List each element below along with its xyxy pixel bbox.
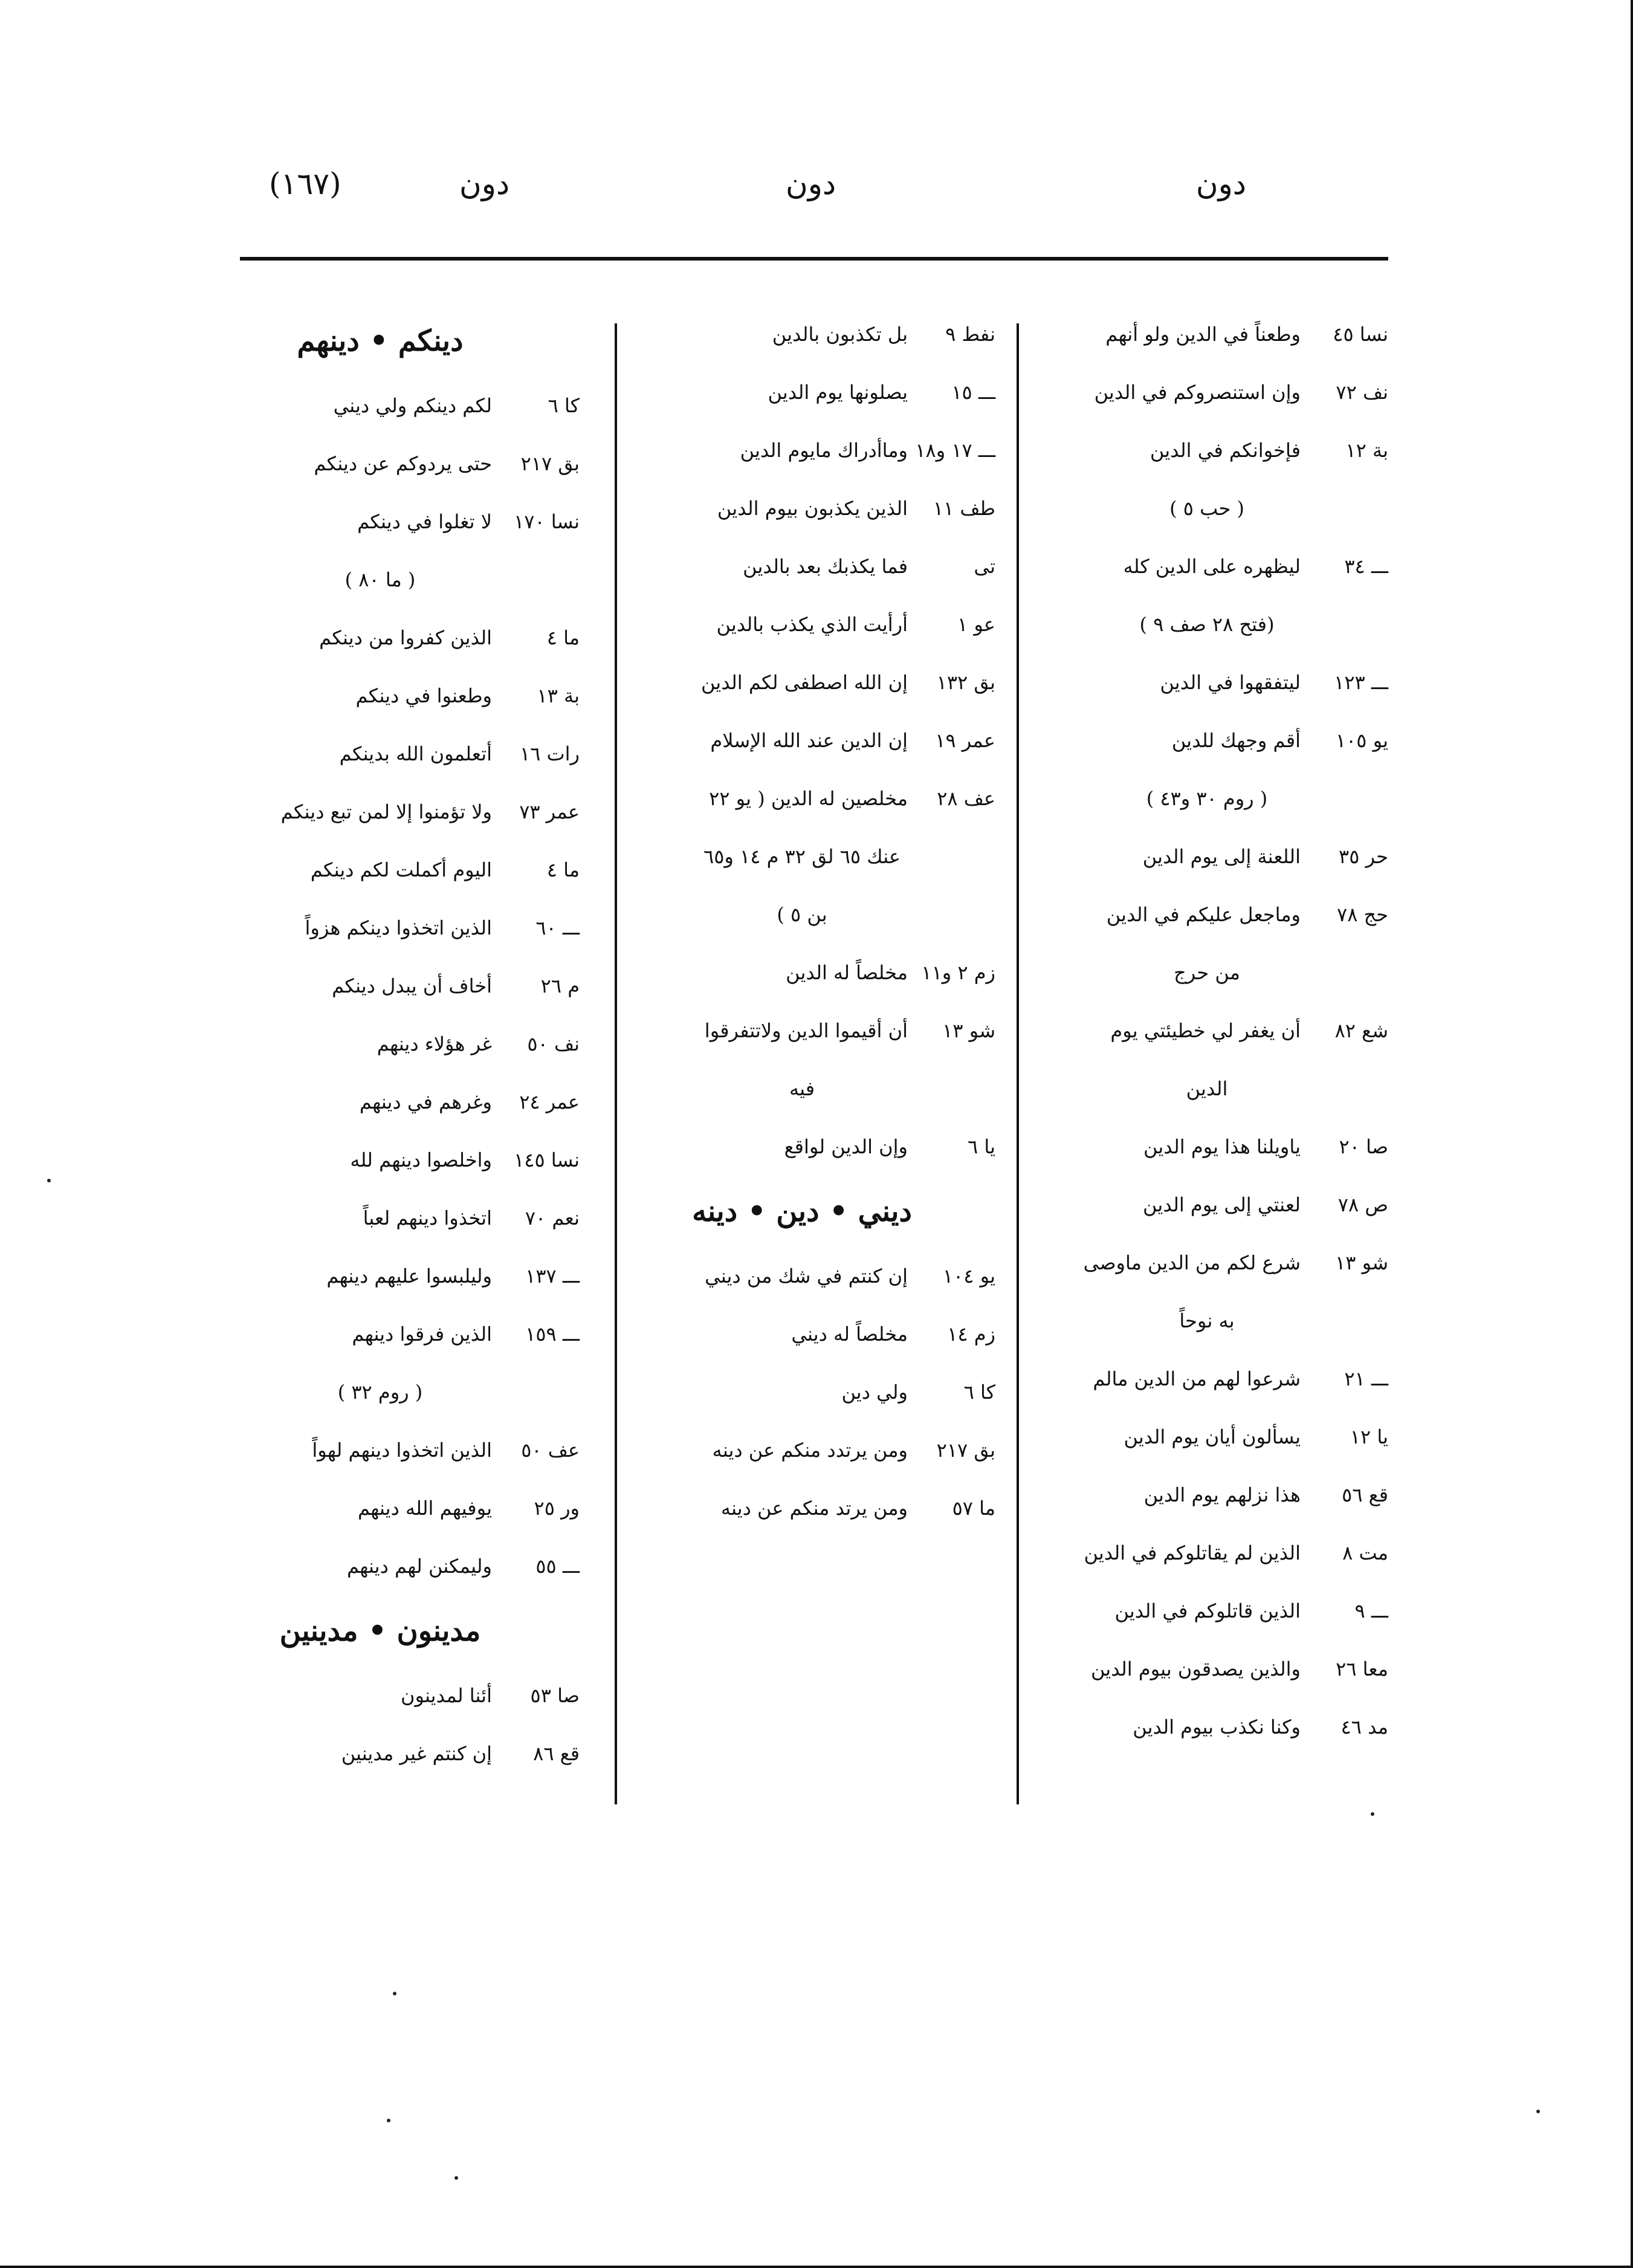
index-entry: [1026, 944, 1388, 1002]
entry-text: إن الدين عند الله الإسلام: [710, 729, 908, 752]
entry-reference: كا ٦: [963, 1381, 995, 1404]
entry-reference: ـــ ١٢٣: [1334, 671, 1388, 694]
index-entry: [1026, 886, 1388, 944]
index-entry: [181, 1247, 580, 1305]
index-entry: [609, 1305, 995, 1363]
entry-text: وماأدراك مايوم الدين: [740, 439, 908, 462]
index-entry: [1026, 421, 1388, 479]
index-entry: [1026, 1466, 1388, 1524]
entry-text: الذين فرقوا دينهم: [352, 1323, 492, 1346]
entry-text: أن يغفر لي خطيئتي يوم: [1110, 1019, 1301, 1042]
index-entry: [181, 493, 580, 551]
index-entry: [609, 1118, 995, 1176]
index-entry: [181, 899, 580, 957]
index-entry: [181, 725, 580, 783]
index-entry: [181, 1421, 580, 1479]
index-entry: [181, 1015, 580, 1073]
index-entry: [609, 537, 995, 595]
entry-reference: م ٢٦: [540, 974, 580, 997]
entry-text: ( روم ٣٢ ): [337, 1381, 423, 1404]
index-entry: [181, 667, 580, 725]
entry-text: أرأيت الذي يكذب بالدين: [716, 613, 908, 636]
index-entry: [181, 377, 580, 435]
entry-text: والذين يصدقون بيوم الدين: [1090, 1657, 1301, 1680]
entry-text: وليلبسوا عليهم دينهم: [326, 1265, 492, 1288]
entry-text: ولا تؤمنوا إلا لمن تبع دينكم: [280, 800, 492, 823]
entry-text: وغرهم في دينهم: [359, 1090, 492, 1113]
entry-text: بن ٥ ): [777, 903, 827, 926]
entry-text: أتعلمون الله بدينكم: [339, 742, 492, 765]
entry-reference: حر ٣٥: [1339, 845, 1388, 868]
scan-speck: [393, 1992, 396, 1995]
entry-text: واخلصوا دينهم لله: [350, 1149, 492, 1171]
entry-text: أن أقيموا الدين ولاتتفرقوا: [704, 1019, 908, 1042]
section-heading-middle: ديني • دين • دينه: [692, 1194, 912, 1228]
index-entry: [609, 1247, 995, 1305]
entry-reference: بق ١٣٢: [936, 671, 995, 694]
entry-text: به نوحاً: [1179, 1309, 1235, 1332]
entry-text: فإخوانكم في الدين: [1150, 439, 1301, 462]
page-number: (١٦٧): [269, 166, 341, 201]
entry-text: يوفيهم الله دينهم: [357, 1497, 492, 1520]
middle-entries-2: [609, 1247, 995, 1537]
entry-text: ومن يرتد منكم عن دينه: [720, 1497, 908, 1520]
index-entry: [1026, 1582, 1388, 1640]
scan-speck: [454, 2176, 458, 2180]
entry-reference: عمر ١٩: [935, 729, 995, 752]
entry-reference: صا ٢٠: [1339, 1135, 1388, 1158]
index-entry: [1026, 1640, 1388, 1698]
index-entry: [1026, 1234, 1388, 1292]
index-entry: [1026, 1176, 1388, 1234]
index-entry: [1026, 305, 1388, 363]
index-entry: [181, 1667, 580, 1725]
index-entry: [609, 1363, 995, 1421]
entry-reference: ـــ ١٥٩: [525, 1323, 580, 1346]
index-entry: [1026, 1408, 1388, 1466]
entry-text: اليوم أكملت لكم دينكم: [310, 858, 492, 881]
index-entry: [609, 595, 995, 653]
entry-text: حتى يردوكم عن دينكم: [314, 452, 492, 475]
entry-reference: شو ١٣: [942, 1019, 995, 1042]
entry-reference: مد ٤٦: [1340, 1716, 1388, 1738]
index-entry: [609, 653, 995, 711]
index-entry: [1026, 1524, 1388, 1582]
index-entry: [1026, 537, 1388, 595]
entry-text: ولي دين: [841, 1381, 908, 1404]
index-entry: [1026, 479, 1388, 537]
entry-reference: نسا ١٧٠: [514, 510, 580, 533]
entry-reference: ما ٤: [546, 858, 580, 881]
entry-reference: عف ٢٨: [937, 787, 995, 810]
index-entry: [609, 1421, 995, 1479]
entry-text: ليتفقهوا في الدين: [1160, 671, 1301, 694]
entry-reference: نعم ٧٠: [525, 1207, 580, 1230]
entry-text: فما يكذبك بعد بالدين: [743, 555, 908, 578]
entry-text: أئنا لمدينون: [400, 1684, 492, 1707]
entry-text: ( حب ٥ ): [1169, 497, 1244, 520]
left-entries-2: [181, 1667, 580, 1783]
entry-reference: يو ١٠٥: [1335, 729, 1388, 752]
index-entry: [1026, 1698, 1388, 1756]
entry-reference: كا ٦: [548, 394, 580, 417]
entry-text: هذا نزلهم يوم الدين: [1143, 1483, 1301, 1506]
scan-speck: [1371, 1812, 1374, 1816]
entry-reference: ص ٧٨: [1337, 1193, 1388, 1216]
index-entry: [609, 711, 995, 770]
entry-reference: نف ٥٠: [527, 1032, 580, 1055]
entry-text: الدين: [1186, 1077, 1228, 1100]
section-heading-left-2: مدينون • مدينين: [279, 1614, 481, 1648]
index-entry: [181, 435, 580, 493]
index-entry: [609, 770, 995, 828]
entry-text: ياويلنا هذا يوم الدين: [1143, 1135, 1301, 1158]
middle-entries-1: [609, 305, 995, 1176]
entry-reference: بة ١٢: [1345, 439, 1388, 462]
entry-reference: عمر ٢٤: [519, 1090, 580, 1113]
entry-text: غر هؤلاء دينهم: [377, 1032, 492, 1055]
index-entry: [1026, 711, 1388, 770]
entry-text: فيه: [789, 1077, 815, 1100]
entry-reference: قع ٥٦: [1342, 1483, 1388, 1506]
index-entry: [1026, 1060, 1388, 1118]
index-entry: [609, 944, 995, 1002]
entry-reference: زم ٢ و١١: [921, 961, 995, 984]
index-entry: [609, 886, 995, 944]
column-middle: [609, 305, 995, 1537]
index-entry: [181, 1479, 580, 1537]
entry-text: الذين لم يقاتلوكم في الدين: [1084, 1541, 1301, 1564]
entry-text: إن كنتم غير مدينين: [341, 1742, 492, 1765]
scan-border-right: [1631, 0, 1633, 2268]
entry-text: لكم دينكم ولي ديني: [333, 394, 492, 417]
entry-text: أقم وجهك للدين: [1171, 729, 1301, 752]
header-running-title-right: دون: [1195, 166, 1246, 201]
index-entry: [609, 828, 995, 886]
index-entry: [609, 1060, 995, 1118]
index-entry: [609, 421, 995, 479]
entry-reference: مت ٨: [1342, 1541, 1388, 1564]
column-divider-right: [1017, 323, 1019, 1804]
entry-text: أخاف أن يبدل دينكم: [332, 974, 492, 997]
entry-text: الذين اتخذوا دينهم لهواً: [312, 1439, 492, 1462]
entry-reference: ـــ ٢١: [1344, 1367, 1388, 1390]
entry-text: وإن استنصروكم في الدين: [1094, 381, 1301, 404]
entry-reference: قع ٨٦: [533, 1742, 580, 1765]
entry-text: اتخذوا دينهم لعباً: [363, 1207, 492, 1230]
entry-text: لعنتي إلى يوم الدين: [1143, 1193, 1301, 1216]
header-running-title-left: دون: [459, 166, 510, 201]
index-entry: [181, 1725, 580, 1783]
entry-text: ومن يرتدد منكم عن دينه: [712, 1439, 908, 1462]
index-entry: [609, 479, 995, 537]
entry-text: وطعناً في الدين ولو أنهم: [1105, 323, 1301, 346]
section-heading-left: دينكم • دينهم: [297, 324, 464, 358]
index-entry: [181, 551, 580, 609]
entry-reference: ـــ ٣٤: [1344, 555, 1388, 578]
scan-speck: [1536, 2110, 1540, 2113]
index-entry: [181, 1363, 580, 1421]
index-entry: [1026, 653, 1388, 711]
index-entry: [181, 609, 580, 667]
index-entry: [1026, 1118, 1388, 1176]
index-entry: [609, 305, 995, 363]
entry-reference: ور ٢٥: [534, 1497, 580, 1520]
entry-reference: حج ٧٨: [1337, 903, 1388, 926]
index-entry: [181, 1189, 580, 1247]
entry-reference: بق ٢١٧: [520, 452, 580, 475]
entry-text: مخلصاً له الدين: [786, 961, 908, 984]
index-entry: [181, 1131, 580, 1189]
entry-text: عنك ٦٥ لق ٣٢ م ١٤ و٦٥: [703, 845, 901, 868]
entry-text: وإن الدين لواقع: [784, 1135, 908, 1158]
entry-text: مخلصاً له ديني: [791, 1323, 908, 1346]
index-entry: [181, 1537, 580, 1595]
entry-text: بل تكذبون بالدين: [772, 323, 908, 346]
entry-text: شرعوا لهم من الدين مالم: [1093, 1367, 1301, 1390]
entry-reference: عو ١: [957, 613, 995, 636]
entry-reference: ما ٤: [546, 626, 580, 649]
index-entry: [1026, 828, 1388, 886]
entry-text: (فتح ٢٨ صف ٩ ): [1139, 613, 1275, 636]
entry-text: وطعنوا في دينكم: [355, 684, 492, 707]
entry-text: ( روم ٣٠ و٤٣ ): [1146, 787, 1268, 810]
entry-reference: نفط ٩: [945, 323, 995, 346]
entry-text: يسألون أيان يوم الدين: [1124, 1425, 1301, 1448]
entry-text: لا تغلوا في دينكم: [357, 510, 492, 533]
entry-reference: نسا ٤٥: [1333, 323, 1388, 346]
entry-reference: عف ٥٠: [521, 1439, 580, 1462]
column-left: [181, 305, 580, 1783]
entry-reference: تى: [974, 555, 995, 578]
index-entry: [181, 1305, 580, 1363]
entry-reference: ما ٥٧: [952, 1497, 995, 1520]
entry-text: الذين قاتلوكم في الدين: [1114, 1599, 1301, 1622]
entry-text: ليظهره على الدين كله: [1123, 555, 1301, 578]
entry-reference: ـــ ٥٥: [535, 1555, 580, 1578]
entry-reference: نسا ١٤٥: [514, 1149, 580, 1171]
scan-border-bottom: [0, 2266, 1633, 2268]
entry-text: شرع لكم من الدين ماوصى: [1083, 1251, 1301, 1274]
entry-reference: ـــ ١٥: [951, 381, 995, 404]
entry-text: إن الله اصطفى لكم الدين: [700, 671, 908, 694]
header-rule: [240, 257, 1388, 261]
entry-text: الذين يكذبون بيوم الدين: [717, 497, 908, 520]
entry-reference: ـــ ٦٠: [535, 916, 580, 939]
index-entry: [1026, 770, 1388, 828]
entry-reference: يو ١٠٤: [942, 1265, 995, 1288]
entry-reference: شو ١٣: [1335, 1251, 1388, 1274]
column-right: [1026, 305, 1388, 1756]
index-entry: [609, 1479, 995, 1537]
left-entries-1: [181, 377, 580, 1595]
entry-text: مخلصين له الدين ( يو ٢٢: [709, 787, 908, 810]
entry-reference: يا ١٢: [1350, 1425, 1388, 1448]
entry-reference: ـــ ٩: [1354, 1599, 1388, 1622]
entry-text: اللعنة إلى يوم الدين: [1142, 845, 1301, 868]
entry-reference: رات ١٦: [519, 742, 580, 765]
index-entry: [1026, 595, 1388, 653]
entry-text: يصلونها يوم الدين: [768, 381, 908, 404]
entry-reference: بق ٢١٧: [936, 1439, 995, 1462]
index-entry: [181, 1073, 580, 1131]
entry-reference: طف ١١: [933, 497, 995, 520]
header-running-title-center: دون: [786, 166, 836, 201]
entry-text: ( ما ٨٠ ): [344, 568, 416, 591]
entry-text: الذين كفروا من دينكم: [319, 626, 492, 649]
entry-reference: يا ٦: [967, 1135, 995, 1158]
index-entry: [1026, 1350, 1388, 1408]
entry-reference: ـــ ١٣٧: [525, 1265, 580, 1288]
index-entry: [1026, 363, 1388, 421]
index-entry: [609, 363, 995, 421]
entry-reference: بة ١٣: [537, 684, 580, 707]
entry-text: الذين اتخذوا دينكم هزواً: [305, 916, 492, 939]
index-entry: [1026, 1002, 1388, 1060]
entry-text: وماجعل عليكم في الدين: [1106, 903, 1301, 926]
entry-reference: زم ١٤: [947, 1323, 995, 1346]
entry-text: وكنا نكذب بيوم الدين: [1133, 1716, 1301, 1738]
scan-speck: [387, 2119, 390, 2122]
index-entry: [1026, 1292, 1388, 1350]
index-entry: [609, 1002, 995, 1060]
entry-reference: نف ٧٢: [1336, 381, 1388, 404]
entry-reference: صا ٥٣: [530, 1684, 580, 1707]
entry-reference: معا ٢٦: [1336, 1657, 1388, 1680]
entry-text: وليمكنن لهم دينهم: [346, 1555, 492, 1578]
entry-reference: شع ٨٢: [1334, 1019, 1388, 1042]
index-entry: [181, 957, 580, 1015]
entry-reference: عمر ٧٣: [519, 800, 580, 823]
index-entry: [181, 783, 580, 841]
index-entry: [181, 841, 580, 899]
scan-speck: [47, 1179, 51, 1182]
entry-text: إن كنتم في شك من ديني: [705, 1265, 908, 1288]
entry-text: من حرج: [1174, 961, 1240, 984]
entry-reference: ـــ ١٧ و١٨: [915, 439, 995, 462]
